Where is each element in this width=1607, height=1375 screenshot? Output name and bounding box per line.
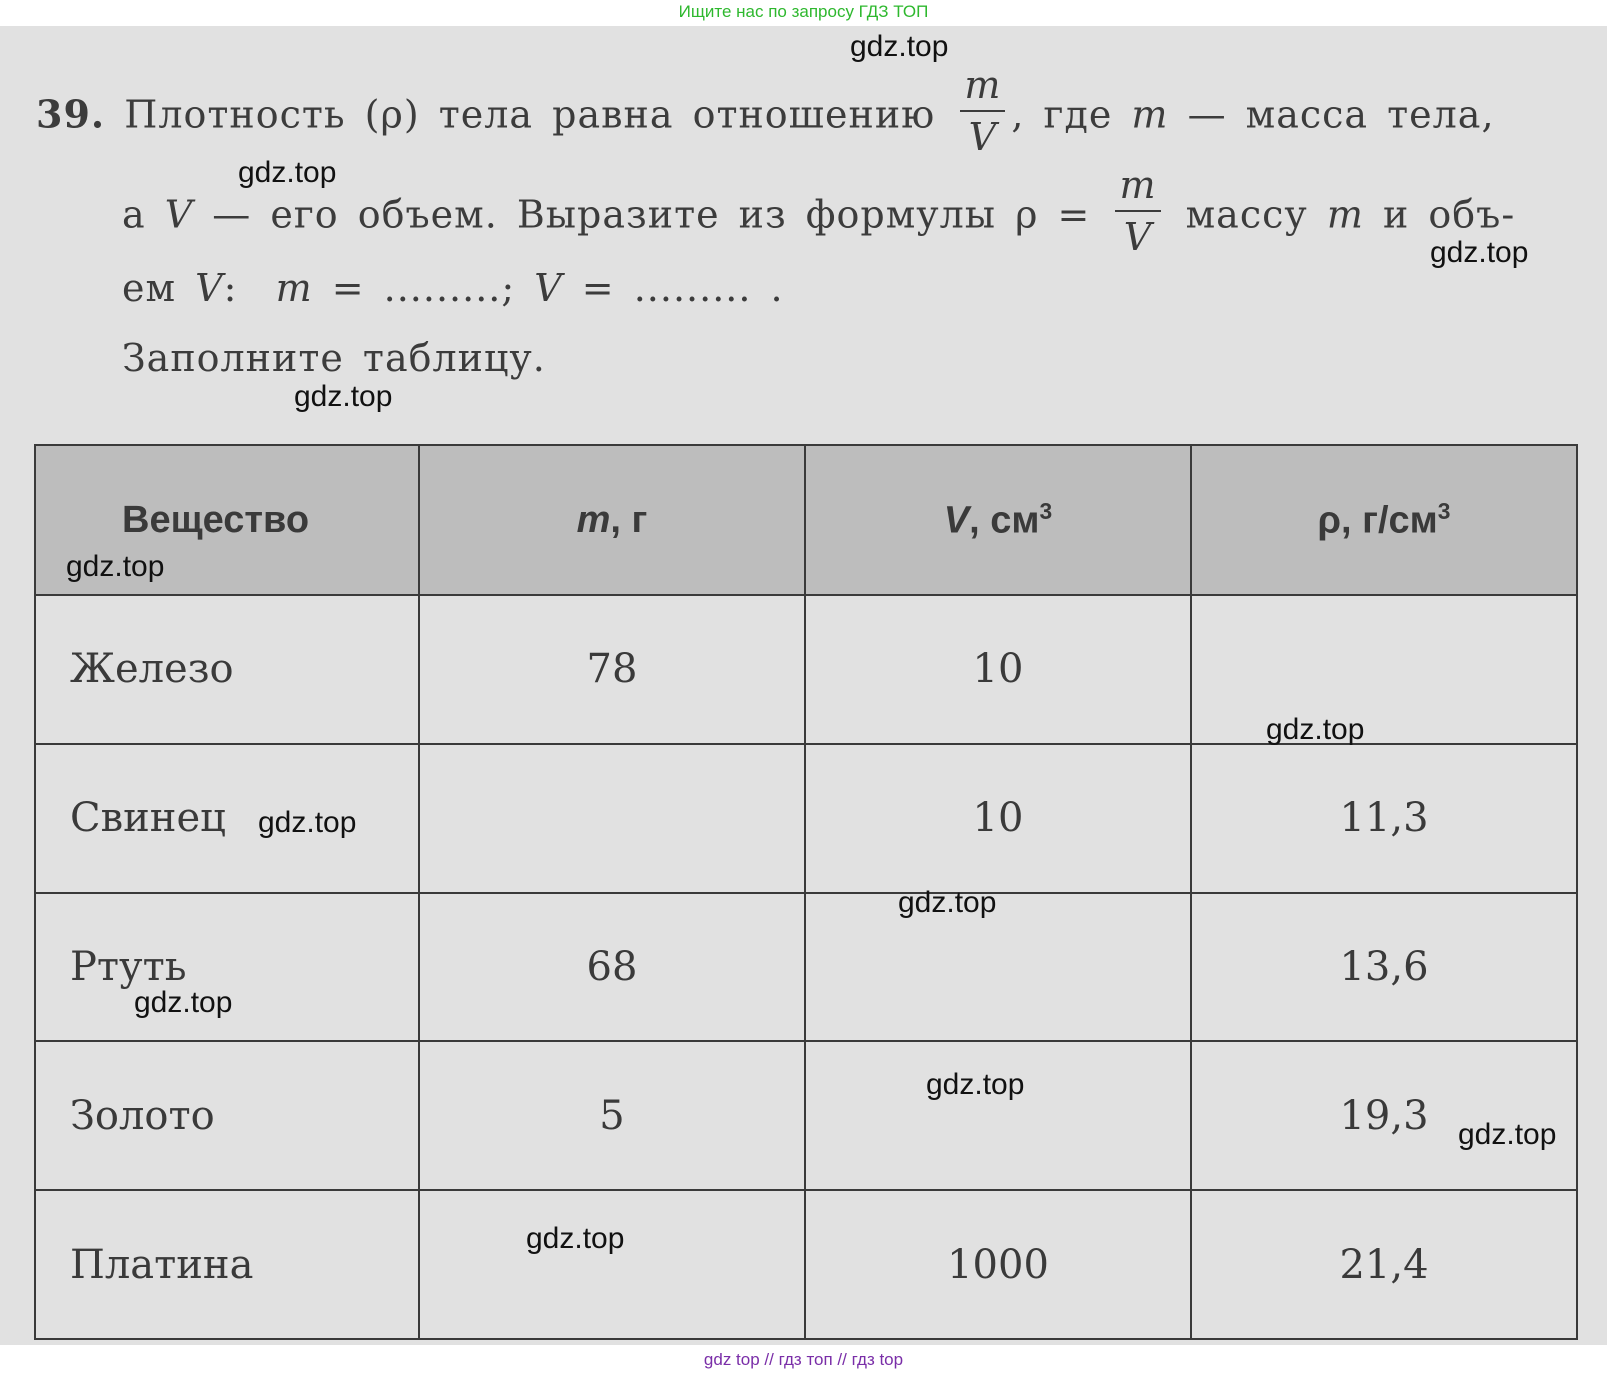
problem-text: массу — [1185, 192, 1308, 237]
mass-cell — [419, 744, 805, 893]
header-volume-exp: 3 — [1039, 497, 1053, 524]
density-cell — [1191, 595, 1577, 744]
watermark: gdz.top — [1266, 713, 1365, 746]
header-volume — [805, 445, 1191, 595]
mass-cell: 68 — [419, 893, 805, 1042]
problem-line-4: Заполните таблицу. — [122, 336, 546, 380]
problem-text: V — [195, 266, 224, 310]
problem-text: V — [164, 192, 194, 237]
problem-line-3 — [122, 266, 784, 310]
watermark: gdz.top — [526, 1222, 625, 1255]
problem-text: — масса тела, — [1187, 92, 1495, 137]
problem-text: ем — [122, 266, 177, 310]
problem-text: m — [275, 266, 313, 310]
table-row — [35, 1041, 1577, 1190]
answer-blank-m: = .........; — [331, 266, 516, 310]
volume-cell: 1000 — [805, 1190, 1191, 1339]
volume-cell — [805, 893, 1191, 1042]
substance-cell: Золото — [35, 1041, 419, 1190]
problem-text: V — [534, 266, 563, 310]
substance-cell: Железо — [35, 595, 419, 744]
header-substance: Вещество — [35, 445, 419, 595]
mass-cell: 78 — [419, 595, 805, 744]
answer-blank-v: = ......... . — [581, 266, 784, 310]
problem-text: , где — [1011, 92, 1113, 137]
watermark: gdz.top — [134, 986, 233, 1019]
problem-text: Плотность (ρ) тела равна отношению — [124, 92, 936, 137]
watermark: gdz.top — [258, 806, 357, 839]
header-density-exp: 3 — [1437, 497, 1451, 524]
substance-cell: Свинец — [35, 744, 419, 893]
table-row — [35, 1190, 1577, 1339]
density-cell: 21,4 — [1191, 1190, 1577, 1339]
watermark: gdz.top — [238, 156, 337, 189]
watermark: gdz.top — [1430, 236, 1529, 269]
density-cell: 19,3 — [1191, 1041, 1577, 1190]
problem-line-1 — [36, 63, 1495, 159]
problem-text: : — [223, 266, 238, 310]
header-mass-unit: , г — [610, 498, 648, 541]
table-row — [35, 893, 1577, 1042]
density-cell: 11,3 — [1191, 744, 1577, 893]
density-table — [34, 444, 1578, 1340]
fraction-numerator: m — [960, 66, 1005, 112]
problem-text: m — [1131, 92, 1169, 137]
header-mass-symbol: m — [576, 498, 611, 541]
problem-text: и объ- — [1382, 192, 1516, 237]
watermark: gdz.top — [294, 380, 393, 413]
top-banner[interactable]: Ищите нас по запросу ГДЗ ТОП — [678, 2, 929, 21]
problem-number: 39. — [36, 91, 106, 137]
watermark: gdz.top — [850, 30, 949, 63]
density-fraction-2 — [1115, 163, 1160, 259]
volume-cell: 10 — [805, 744, 1191, 893]
mass-cell: 5 — [419, 1041, 805, 1190]
header-density-unit: ρ, г/см — [1317, 499, 1438, 542]
fraction-numerator: m — [1115, 166, 1160, 212]
header-mass — [419, 445, 805, 595]
problem-text: а — [122, 192, 146, 237]
header-volume-symbol: V — [943, 499, 970, 542]
density-fraction — [960, 63, 1005, 159]
density-cell: 13,6 — [1191, 893, 1577, 1042]
substance-cell: Ртуть — [35, 893, 419, 1042]
fraction-denominator: V — [968, 115, 998, 159]
problem-text: — его объем. Выразите из формулы ρ = — [212, 192, 1091, 237]
volume-cell — [805, 1041, 1191, 1190]
mass-cell — [419, 1190, 805, 1339]
header-volume-unit: , см — [969, 499, 1040, 542]
problem-text: m — [1326, 192, 1364, 237]
table-header-row — [35, 445, 1577, 595]
bottom-banner[interactable]: gdz top // гдз топ // гдз top — [703, 1350, 904, 1369]
watermark: gdz.top — [66, 550, 165, 583]
header-density — [1191, 445, 1577, 595]
fraction-denominator: V — [1123, 215, 1153, 259]
volume-cell: 10 — [805, 595, 1191, 744]
watermark: gdz.top — [926, 1068, 1025, 1101]
watermark: gdz.top — [898, 886, 997, 919]
substance-cell: Платина — [35, 1190, 419, 1339]
watermark: gdz.top — [1458, 1118, 1557, 1151]
